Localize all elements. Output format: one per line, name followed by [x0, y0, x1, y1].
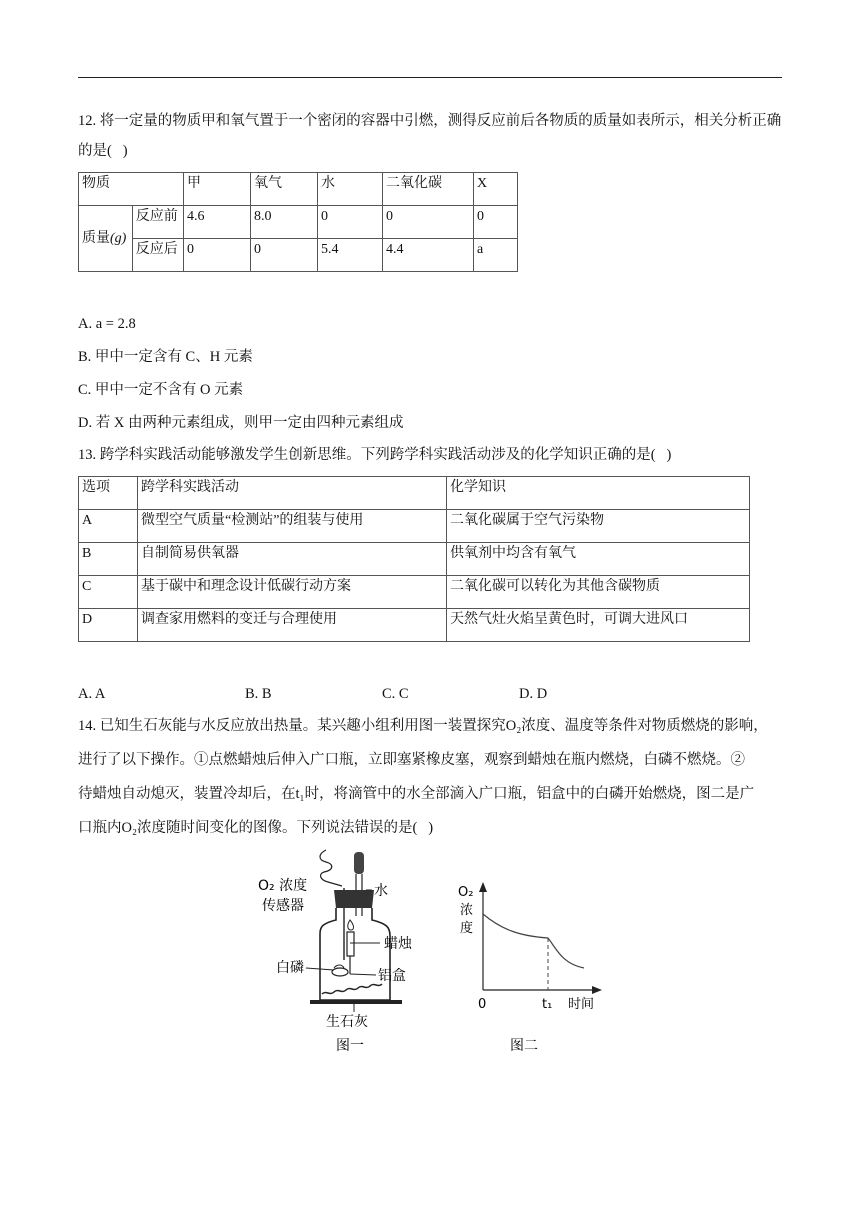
y-axis-arrow-icon: [479, 882, 487, 892]
candle-icon: [347, 932, 354, 956]
candle-label: 蜡烛: [384, 936, 412, 952]
q12-header-x: X: [474, 173, 518, 206]
q14-line2: 进行了以下操作。①点燃蜡烛后伸入广口瓶，立即塞紧橡皮塞，观察到蜡烛在瓶内燃烧，白磷不燃烧。②: [78, 752, 745, 768]
x-axis-arrow-icon: [592, 986, 602, 994]
q12-cell: 0: [251, 239, 318, 272]
q14-line1: 14. 已知生石灰能与水反应放出热量。某兴趣小组利用图一装置探究O₂浓度、温度等条件对物质燃烧的影响，: [78, 718, 768, 734]
q14-line4: 口瓶内O₂浓度随时间变化的图像。下列说法错误的是( ): [78, 820, 434, 836]
q13-cell: 自制简易供氧器: [138, 543, 447, 576]
q12-stem: 12. 将一定量的物质甲和氧气置于一个密闭的容器中引燃，测得反应前后各物质的质量如表所示，相关分析正确的是( ): [78, 113, 782, 159]
q12-cell: a: [474, 239, 518, 272]
q12-cell: 4.6: [184, 206, 251, 239]
quicklime-layer-icon: [322, 984, 382, 994]
q13-header-option: 选项: [79, 477, 138, 510]
q13-cell: A: [79, 510, 138, 543]
quicklime-label: 生石灰: [326, 1014, 368, 1030]
sensor-label-2: 传感器: [262, 898, 304, 914]
q13-option-a: A. A: [78, 686, 106, 702]
water-label: 水: [374, 883, 388, 899]
phosphorus-label: 白磷: [276, 960, 304, 976]
aluminum-box-icon: [332, 968, 348, 976]
figure-1-apparatus: [250, 848, 440, 1053]
q12-cell: 0: [383, 206, 474, 239]
q13-table: [78, 476, 750, 642]
q12-header-water: 水: [318, 173, 383, 206]
q12-cell: 0: [184, 239, 251, 272]
y-label-2: 浓: [460, 903, 474, 918]
sensor-label-1: O₂ 浓度: [258, 878, 308, 894]
q12-option-b: B. 甲中一定含有 C、H 元素: [78, 349, 253, 365]
q13-option-d: D. D: [519, 686, 548, 702]
header-rule: [78, 77, 782, 78]
q12-cell: 4.4: [383, 239, 474, 272]
q12-mass-label: 质量(g): [79, 206, 133, 272]
q13-header-knowledge: 化学知识: [447, 477, 750, 510]
q12-header-substance: 物质: [79, 173, 184, 206]
flame-icon: [348, 920, 354, 930]
q12-header-jia: 甲: [184, 173, 251, 206]
q13-stem: 13. 跨学科实践活动能够激发学生创新思维。下列跨学科实践活动涉及的化学知识正确的是( ): [78, 447, 672, 463]
q13-option-b: B. B: [245, 686, 272, 702]
q13-cell: B: [79, 543, 138, 576]
q13-cell: D: [79, 609, 138, 642]
q12-cell: 5.4: [318, 239, 383, 272]
jar-icon: [320, 908, 390, 1000]
q12-option-c: C. 甲中一定不含有 O 元素: [78, 382, 244, 398]
t1-label: t₁: [542, 997, 553, 1012]
sensor-wire-icon: [320, 850, 342, 886]
q13-cell: 二氧化碳可以转化为其他含碳物质: [447, 576, 750, 609]
q13-cell: 二氧化碳属于空气污染物: [447, 510, 750, 543]
rubber-stopper-icon: [334, 890, 374, 908]
q13-cell: 供氧剂中均含有氧气: [447, 543, 750, 576]
q12-cell: 8.0: [251, 206, 318, 239]
y-label-3: 度: [460, 921, 474, 936]
q12-table: [78, 172, 518, 272]
al-box-label: 铝盒: [378, 968, 406, 984]
origin-label: 0: [478, 997, 487, 1012]
q12-header-co2: 二氧化碳: [383, 173, 474, 206]
figure-2-caption: 图二: [510, 1038, 538, 1053]
dropper-bulb-icon: [354, 852, 364, 874]
q12-row-before-label: 反应前: [132, 206, 183, 239]
q12-option-d: D. 若 X 由两种元素组成，则甲一定由四种元素组成: [78, 415, 404, 431]
q13-cell: 微型空气质量“检测站”的组装与使用: [138, 510, 447, 543]
q13-cell: C: [79, 576, 138, 609]
figure-2-graph: [450, 880, 610, 1053]
q12-option-a: A. a = 2.8: [78, 316, 136, 332]
q13-cell: 天然气灶火焰呈黄色时，可调大进风口: [447, 609, 750, 642]
q13-cell: 基于碳中和理念设计低碳行动方案: [138, 576, 447, 609]
base-plate-icon: [310, 1000, 402, 1004]
q12-header-oxygen: 氧气: [251, 173, 318, 206]
q12-cell: 0: [474, 206, 518, 239]
q12-cell: 0: [318, 206, 383, 239]
figure-1-caption: 图一: [336, 1038, 364, 1053]
q13-header-activity: 跨学科实践活动: [138, 477, 447, 510]
x-axis-label: 时间: [568, 997, 595, 1012]
q14-line3: 待蜡烛自动熄灭，装置冷却后，在t₁时，将滴管中的水全部滴入广口瓶，铝盒中的白磷开始燃烧，图二是广: [78, 786, 755, 802]
q13-cell: 调查家用燃料的变迁与合理使用: [138, 609, 447, 642]
y-label-o2: O₂: [458, 885, 474, 900]
q13-option-c: C. C: [382, 686, 409, 702]
q12-row-after-label: 反应后: [132, 239, 183, 272]
o2-concentration-curve: [483, 914, 584, 968]
